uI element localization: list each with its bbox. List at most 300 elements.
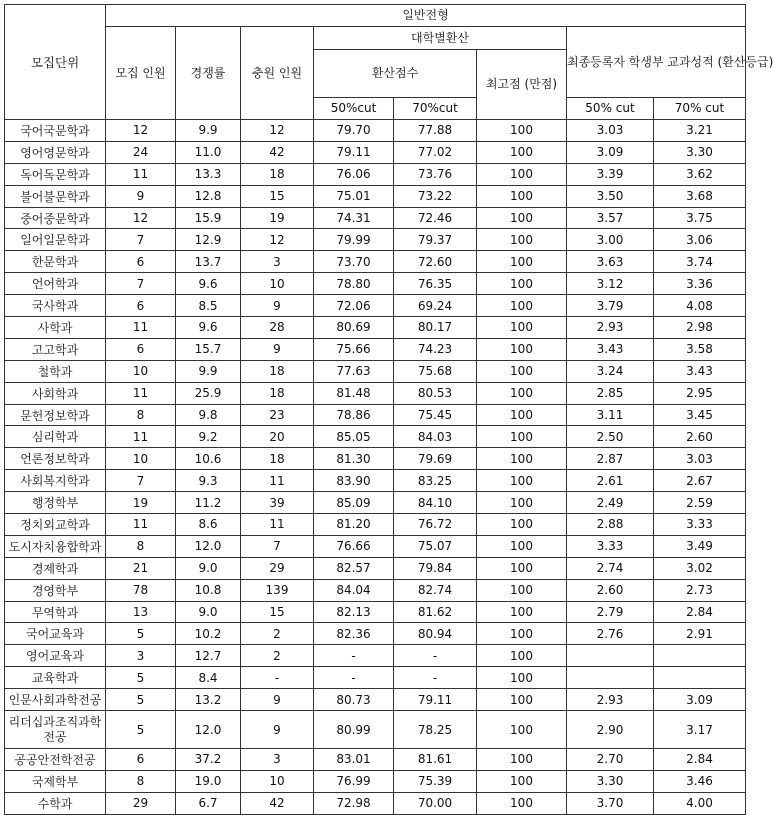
competition-cell: 9.6: [176, 317, 241, 339]
score-cut50-cell: 80.69: [314, 317, 394, 339]
grade-cut70-cell: 2.98: [654, 317, 746, 339]
grade-cut70-cell: [654, 667, 746, 689]
grade-cut50-cell: 3.30: [567, 770, 654, 792]
additional-cell: 10: [241, 273, 314, 295]
grade-cut50-cell: 2.70: [567, 749, 654, 771]
competition-cell: 15.7: [176, 338, 241, 360]
score-cut50-cell: 76.06: [314, 163, 394, 185]
max-score-cell: 100: [477, 448, 567, 470]
max-score-cell: 100: [477, 120, 567, 142]
max-score-cell: 100: [477, 514, 567, 536]
table-row: [5, 792, 746, 814]
score-cut70-cell: -: [394, 667, 477, 689]
score-cut70-cell: 72.60: [394, 251, 477, 273]
table-row: [5, 492, 746, 514]
univ-converted-header: 대학별환산: [314, 27, 567, 50]
col-unit-header: 모집단위: [5, 5, 106, 120]
table-row: [5, 185, 746, 207]
score-cut70-cell: 75.39: [394, 770, 477, 792]
score-cut70-cell: 79.37: [394, 229, 477, 251]
grade-cut50-cell: 3.33: [567, 535, 654, 557]
max-score-cell: 100: [477, 770, 567, 792]
competition-cell: 15.9: [176, 207, 241, 229]
score-cut50-cell: 81.48: [314, 382, 394, 404]
max-score-cell: 100: [477, 749, 567, 771]
score-cut50-cell: 79.11: [314, 141, 394, 163]
additional-cell: 29: [241, 557, 314, 579]
table-row: [5, 295, 746, 317]
quota-cell: 6: [106, 749, 176, 771]
max-score-cell: 100: [477, 163, 567, 185]
unit-cell: 언어학과: [5, 273, 106, 295]
max-score-cell: 100: [477, 667, 567, 689]
competition-cell: 8.5: [176, 295, 241, 317]
score-cut70-cell: 82.74: [394, 579, 477, 601]
col-quota-header: 모집 인원: [106, 27, 176, 120]
score-cut50-cell: 72.06: [314, 295, 394, 317]
quota-cell: 10: [106, 448, 176, 470]
unit-cell: 중어중문학과: [5, 207, 106, 229]
grade-cut50-cell: 2.50: [567, 426, 654, 448]
score-cut70-cell: 74.23: [394, 338, 477, 360]
grade-cut70-cell: 3.36: [654, 273, 746, 295]
competition-cell: 9.0: [176, 557, 241, 579]
score-cut70-cell: 75.45: [394, 404, 477, 426]
quota-cell: 6: [106, 251, 176, 273]
unit-cell: 국어국문학과: [5, 120, 106, 142]
table-row: [5, 667, 746, 689]
grade-cut70-cell: 2.84: [654, 601, 746, 623]
competition-cell: 9.6: [176, 273, 241, 295]
competition-cell: 12.0: [176, 711, 241, 749]
grade-cut50-cell: [567, 645, 654, 667]
max-score-cell: 100: [477, 360, 567, 382]
unit-cell: 경영학부: [5, 579, 106, 601]
quota-cell: 3: [106, 645, 176, 667]
score-cut70-cell: 80.53: [394, 382, 477, 404]
table-row: [5, 749, 746, 771]
max-score-cell: 100: [477, 207, 567, 229]
unit-cell: 수학과: [5, 792, 106, 814]
additional-cell: 2: [241, 623, 314, 645]
competition-cell: 8.6: [176, 514, 241, 536]
table-row: [5, 448, 746, 470]
additional-cell: 9: [241, 689, 314, 711]
unit-cell: 심리학과: [5, 426, 106, 448]
competition-cell: 9.9: [176, 120, 241, 142]
max-score-cell: 100: [477, 382, 567, 404]
score-cut50-cell: 79.99: [314, 229, 394, 251]
score-cut70-cell: -: [394, 645, 477, 667]
score-cut50-cell: 82.57: [314, 557, 394, 579]
score-cut70-cell: 76.35: [394, 273, 477, 295]
grade-cut70-cell: 3.58: [654, 338, 746, 360]
score-cut50-cell: 85.09: [314, 492, 394, 514]
quota-cell: 5: [106, 689, 176, 711]
additional-cell: 11: [241, 470, 314, 492]
competition-cell: 6.7: [176, 792, 241, 814]
score-cut70-cell: 79.69: [394, 448, 477, 470]
table-row: [5, 535, 746, 557]
grade-cut50-cell: 3.50: [567, 185, 654, 207]
score-cut50-cell: 75.01: [314, 185, 394, 207]
quota-cell: 5: [106, 711, 176, 749]
unit-cell: 국제학부: [5, 770, 106, 792]
additional-cell: 28: [241, 317, 314, 339]
score-cut50-cell: 72.98: [314, 792, 394, 814]
max-score-cell: 100: [477, 492, 567, 514]
unit-cell: 인문사회과학전공: [5, 689, 106, 711]
score-cut50-cell: 81.30: [314, 448, 394, 470]
table-row: [5, 338, 746, 360]
unit-cell: 사학과: [5, 317, 106, 339]
quota-cell: 11: [106, 317, 176, 339]
grade-cut70-header: 70% cut: [654, 98, 746, 120]
competition-cell: 12.9: [176, 229, 241, 251]
additional-cell: 18: [241, 448, 314, 470]
table-body: [5, 120, 746, 815]
score-cut70-cell: 75.07: [394, 535, 477, 557]
max-score-cell: 100: [477, 338, 567, 360]
grade-cut50-cell: 3.24: [567, 360, 654, 382]
quota-cell: 8: [106, 535, 176, 557]
table-row: [5, 579, 746, 601]
max-score-cell: 100: [477, 317, 567, 339]
grade-cut70-cell: 2.84: [654, 749, 746, 771]
unit-cell: 행정학부: [5, 492, 106, 514]
col-additional-header: 충원 인원: [241, 27, 314, 120]
score-cut70-cell: 72.46: [394, 207, 477, 229]
score-cut50-cell: 83.01: [314, 749, 394, 771]
grade-cut70-cell: 3.46: [654, 770, 746, 792]
score-cut50-cell: -: [314, 645, 394, 667]
unit-cell: 무역학과: [5, 601, 106, 623]
quota-cell: 29: [106, 792, 176, 814]
quota-cell: 21: [106, 557, 176, 579]
quota-cell: 13: [106, 601, 176, 623]
score-cut70-cell: 83.25: [394, 470, 477, 492]
additional-cell: 42: [241, 792, 314, 814]
additional-cell: 139: [241, 579, 314, 601]
grade-cut70-cell: 2.91: [654, 623, 746, 645]
grade-cut70-cell: 3.75: [654, 207, 746, 229]
grade-cut50-cell: 2.61: [567, 470, 654, 492]
score-cut50-cell: 83.90: [314, 470, 394, 492]
quota-cell: 7: [106, 470, 176, 492]
unit-cell: 독어독문학과: [5, 163, 106, 185]
score-cut70-cell: 81.62: [394, 601, 477, 623]
max-score-cell: 100: [477, 711, 567, 749]
additional-cell: 12: [241, 120, 314, 142]
quota-cell: 8: [106, 404, 176, 426]
additional-cell: 19: [241, 207, 314, 229]
competition-cell: 11.0: [176, 141, 241, 163]
competition-cell: 9.8: [176, 404, 241, 426]
quota-cell: 5: [106, 623, 176, 645]
max-score-cell: 100: [477, 251, 567, 273]
quota-cell: 12: [106, 120, 176, 142]
grade-cut50-cell: 3.57: [567, 207, 654, 229]
score-cut50-cell: -: [314, 667, 394, 689]
grade-cut50-cell: 2.60: [567, 579, 654, 601]
quota-cell: 8: [106, 770, 176, 792]
additional-cell: 18: [241, 382, 314, 404]
competition-cell: 9.3: [176, 470, 241, 492]
grade-cut50-header: 50% cut: [567, 98, 654, 120]
quota-cell: 11: [106, 426, 176, 448]
grade-cut50-cell: 3.12: [567, 273, 654, 295]
additional-cell: 15: [241, 185, 314, 207]
competition-cell: 10.6: [176, 448, 241, 470]
score-cut50-cell: 76.99: [314, 770, 394, 792]
grade-cut50-cell: [567, 667, 654, 689]
score-cut50-cell: 81.20: [314, 514, 394, 536]
additional-cell: 15: [241, 601, 314, 623]
max-score-cell: 100: [477, 229, 567, 251]
table-row: [5, 601, 746, 623]
grade-cut50-cell: 3.39: [567, 163, 654, 185]
score-cut70-cell: 80.94: [394, 623, 477, 645]
competition-cell: 12.8: [176, 185, 241, 207]
quota-cell: 10: [106, 360, 176, 382]
competition-cell: 11.2: [176, 492, 241, 514]
unit-cell: 리더십과조직과학전공: [5, 711, 106, 749]
score-cut50-cell: 85.05: [314, 426, 394, 448]
table-row: [5, 141, 746, 163]
quota-cell: 6: [106, 295, 176, 317]
score-cut50-cell: 80.73: [314, 689, 394, 711]
additional-cell: 9: [241, 338, 314, 360]
max-score-cell: 100: [477, 792, 567, 814]
competition-cell: 37.2: [176, 749, 241, 771]
table-row: [5, 689, 746, 711]
score-cut50-cell: 76.66: [314, 535, 394, 557]
grade-cut50-cell: 3.79: [567, 295, 654, 317]
competition-cell: 10.8: [176, 579, 241, 601]
grade-cut70-cell: [654, 645, 746, 667]
grade-cut70-cell: 2.60: [654, 426, 746, 448]
quota-cell: 78: [106, 579, 176, 601]
grade-cut50-cell: 3.43: [567, 338, 654, 360]
table-row: [5, 207, 746, 229]
competition-cell: 12.0: [176, 535, 241, 557]
final-registrant-header: 최종등록자 학생부 교과성적 (환산등급): [567, 27, 746, 98]
score-cut70-cell: 77.02: [394, 141, 477, 163]
max-score-cell: 100: [477, 141, 567, 163]
grade-cut70-cell: 3.43: [654, 360, 746, 382]
max-score-cell: 100: [477, 273, 567, 295]
grade-cut50-cell: 3.00: [567, 229, 654, 251]
table-row: [5, 645, 746, 667]
score-cut50-cell: 78.80: [314, 273, 394, 295]
unit-cell: 영어교육과: [5, 645, 106, 667]
additional-cell: 42: [241, 141, 314, 163]
additional-cell: 11: [241, 514, 314, 536]
unit-cell: 공공안전학전공: [5, 749, 106, 771]
max-score-header: 최고점 (만점): [477, 50, 567, 120]
competition-cell: 10.2: [176, 623, 241, 645]
grade-cut70-cell: 3.33: [654, 514, 746, 536]
additional-cell: 2: [241, 645, 314, 667]
max-score-cell: 100: [477, 470, 567, 492]
quota-cell: 11: [106, 163, 176, 185]
table-row: [5, 251, 746, 273]
unit-cell: 사회학과: [5, 382, 106, 404]
table-header: [5, 5, 773, 120]
unit-cell: 한문학과: [5, 251, 106, 273]
unit-cell: 경제학과: [5, 557, 106, 579]
unit-cell: 도시자치융합학과: [5, 535, 106, 557]
competition-cell: 9.0: [176, 601, 241, 623]
score-cut50-cell: 78.86: [314, 404, 394, 426]
grade-cut50-cell: 2.90: [567, 711, 654, 749]
general-type-header: 일반전형: [106, 5, 746, 27]
score-cut70-cell: 70.00: [394, 792, 477, 814]
unit-cell: 국어교육과: [5, 623, 106, 645]
additional-cell: -: [241, 667, 314, 689]
max-score-cell: 100: [477, 579, 567, 601]
score-cut50-cell: 79.70: [314, 120, 394, 142]
max-score-cell: 100: [477, 623, 567, 645]
additional-cell: 3: [241, 749, 314, 771]
table-row: [5, 557, 746, 579]
additional-cell: 7: [241, 535, 314, 557]
table-row: [5, 623, 746, 645]
table-row: [5, 770, 746, 792]
col-competition-header: 경쟁률: [176, 27, 241, 120]
grade-cut50-cell: 2.85: [567, 382, 654, 404]
grade-cut50-cell: 3.03: [567, 120, 654, 142]
score-cut70-cell: 78.25: [394, 711, 477, 749]
table-row: [5, 426, 746, 448]
max-score-cell: 100: [477, 295, 567, 317]
table-row: [5, 317, 746, 339]
additional-cell: 12: [241, 229, 314, 251]
grade-cut50-cell: 3.09: [567, 141, 654, 163]
quota-cell: 6: [106, 338, 176, 360]
grade-cut70-cell: 3.02: [654, 557, 746, 579]
grade-cut50-cell: 2.87: [567, 448, 654, 470]
grade-cut50-cell: 3.70: [567, 792, 654, 814]
grade-cut70-cell: 3.49: [654, 535, 746, 557]
competition-cell: 13.2: [176, 689, 241, 711]
table-row: [5, 514, 746, 536]
score-cut70-cell: 81.61: [394, 749, 477, 771]
grade-cut70-cell: 4.00: [654, 792, 746, 814]
table-row: [5, 404, 746, 426]
grade-cut50-cell: 2.93: [567, 689, 654, 711]
grade-cut70-cell: 3.30: [654, 141, 746, 163]
max-score-cell: 100: [477, 404, 567, 426]
admissions-results-table: [4, 4, 773, 815]
additional-cell: 3: [241, 251, 314, 273]
unit-cell: 고고학과: [5, 338, 106, 360]
score-cut50-cell: 82.36: [314, 623, 394, 645]
competition-cell: 9.2: [176, 426, 241, 448]
competition-cell: 12.7: [176, 645, 241, 667]
score-cut70-cell: 77.88: [394, 120, 477, 142]
score-cut70-cell: 75.68: [394, 360, 477, 382]
unit-cell: 정치외교학과: [5, 514, 106, 536]
score-cut70-cell: 69.24: [394, 295, 477, 317]
competition-cell: 19.0: [176, 770, 241, 792]
score-cut50-cell: 73.70: [314, 251, 394, 273]
grade-cut50-cell: 3.11: [567, 404, 654, 426]
grade-cut70-cell: 2.73: [654, 579, 746, 601]
table-row: [5, 273, 746, 295]
score-cut70-cell: 73.22: [394, 185, 477, 207]
grade-cut70-cell: 3.17: [654, 711, 746, 749]
max-score-cell: 100: [477, 426, 567, 448]
competition-cell: 13.7: [176, 251, 241, 273]
unit-cell: 교육학과: [5, 667, 106, 689]
quota-cell: 11: [106, 514, 176, 536]
quota-cell: 7: [106, 229, 176, 251]
additional-cell: 9: [241, 711, 314, 749]
additional-cell: 39: [241, 492, 314, 514]
score-cut50-cell: 80.99: [314, 711, 394, 749]
score-cut50-cell: 84.04: [314, 579, 394, 601]
score-cut70-cell: 79.11: [394, 689, 477, 711]
quota-cell: 11: [106, 382, 176, 404]
grade-cut50-cell: 2.74: [567, 557, 654, 579]
score-cut70-cell: 76.72: [394, 514, 477, 536]
score-cut70-cell: 73.76: [394, 163, 477, 185]
unit-cell: 사회복지학과: [5, 470, 106, 492]
grade-cut70-cell: 3.74: [654, 251, 746, 273]
max-score-cell: 100: [477, 601, 567, 623]
grade-cut50-cell: 2.88: [567, 514, 654, 536]
grade-cut50-cell: 2.49: [567, 492, 654, 514]
grade-cut70-cell: 3.03: [654, 448, 746, 470]
grade-cut70-cell: 3.62: [654, 163, 746, 185]
grade-cut70-cell: 4.08: [654, 295, 746, 317]
score-cut70-cell: 84.03: [394, 426, 477, 448]
score-cut50-cell: 75.66: [314, 338, 394, 360]
competition-cell: 9.9: [176, 360, 241, 382]
grade-cut70-cell: 2.67: [654, 470, 746, 492]
unit-cell: 언론정보학과: [5, 448, 106, 470]
additional-cell: 20: [241, 426, 314, 448]
competition-cell: 13.3: [176, 163, 241, 185]
max-score-cell: 100: [477, 185, 567, 207]
quota-cell: 5: [106, 667, 176, 689]
quota-cell: 9: [106, 185, 176, 207]
score-cut50-cell: 74.31: [314, 207, 394, 229]
max-score-cell: 100: [477, 557, 567, 579]
grade-cut70-cell: 3.06: [654, 229, 746, 251]
score-cut50-cell: 77.63: [314, 360, 394, 382]
additional-cell: 10: [241, 770, 314, 792]
table-row: [5, 360, 746, 382]
additional-cell: 23: [241, 404, 314, 426]
table-row: [5, 711, 746, 749]
competition-cell: 25.9: [176, 382, 241, 404]
table-row: [5, 120, 746, 142]
grade-cut50-cell: 2.76: [567, 623, 654, 645]
max-score-cell: 100: [477, 535, 567, 557]
grade-cut70-cell: 3.21: [654, 120, 746, 142]
grade-cut70-cell: 3.45: [654, 404, 746, 426]
table-row: [5, 229, 746, 251]
grade-cut70-cell: 2.59: [654, 492, 746, 514]
unit-cell: 국사학과: [5, 295, 106, 317]
additional-cell: 18: [241, 163, 314, 185]
grade-cut50-cell: 3.63: [567, 251, 654, 273]
unit-cell: 영어영문학과: [5, 141, 106, 163]
additional-cell: 18: [241, 360, 314, 382]
unit-cell: 문헌정보학과: [5, 404, 106, 426]
